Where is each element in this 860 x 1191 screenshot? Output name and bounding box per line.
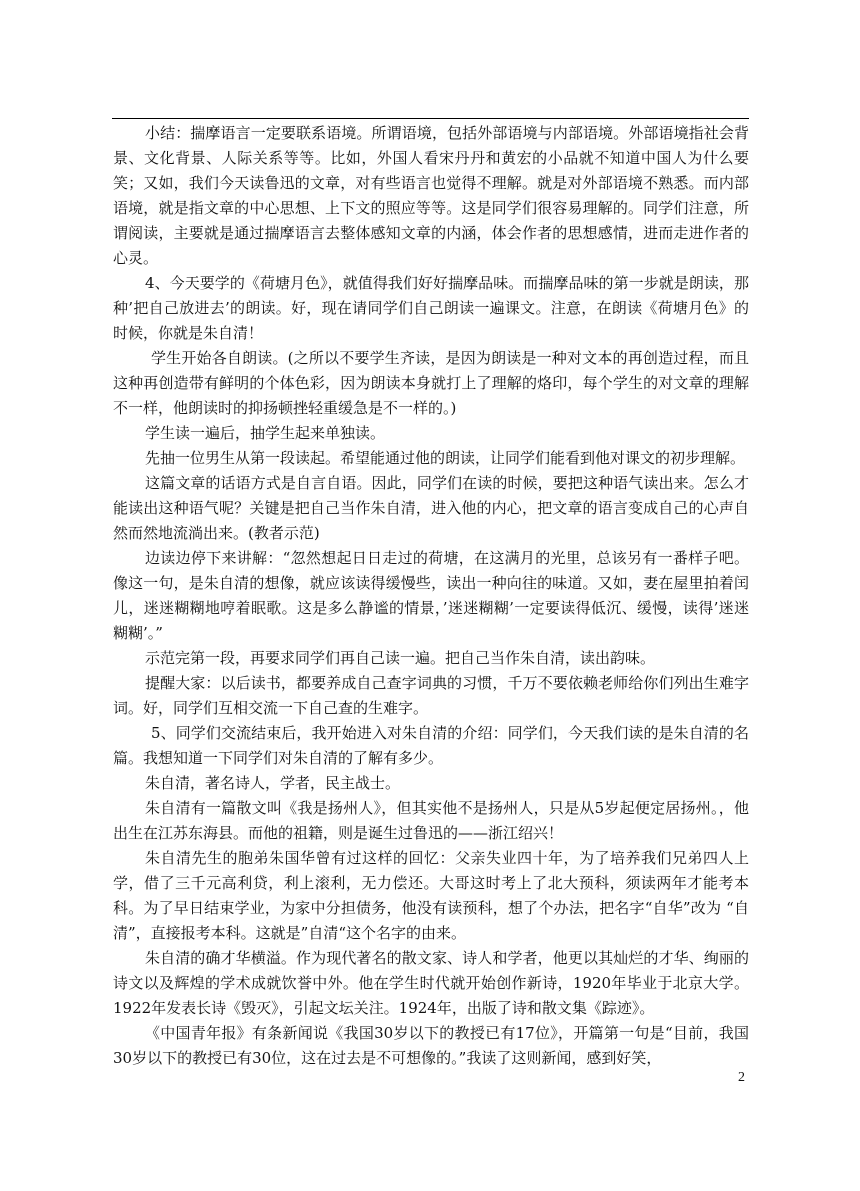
paragraph: 先抽一位男生从第一段读起。希望能通过他的朗读，让同学们能看到他对课文的初步理解。 <box>145 449 746 467</box>
body-text <box>113 121 749 1071</box>
paragraph: 朱自清先生的胞弟朱国华曾有过这样的回忆：父亲失业四十年，为了培养我们兄弟四人上学，借了三千元高利贷，利上滚利，无力偿还。大哥这时考上了北大预科，须读两年才能考本科。为了早日结束学业，为家中分担债务，他没有读预科，想了个办法，把名字“自华”改为 “自清”，直接报考本科。这就是”自清“这个名字的由来。 <box>113 849 749 942</box>
paragraph: 学生读一遍后，抽学生起来单独读。 <box>145 424 386 442</box>
paragraph: 这篇文章的话语方式是自言自语。因此，同学们在读的时候，要把这种语气读出来。怎么才能读出这种语气呢？关键是把自己当作朱自清，进入他的内心，把文章的语言变成自己的心声自然而然地流淌出来。(教者示范) <box>113 474 749 542</box>
paragraph: 《中国青年报》有条新闻说《我国30岁以下的教授已有17位》，开篇第一句是“目前，我国30岁以下的教授已有30位，这在过去是不可想像的。”我读了这则新闻，感到好笑， <box>113 1024 749 1067</box>
page-number: 2 <box>738 1070 745 1085</box>
header-rule <box>112 118 749 119</box>
paragraph-reading-note: 学生开始各自朗读。(之所以不要学生齐读，是因为朗读是一种对文本的再创造过程，而且这种再创造带有鲜明的个体色彩，因为朗读本身就打上了理解的烙印，每个学生的对文章的理解不一样，他朗读时的抑扬顿挫轻重缓急是不一样的。) <box>113 349 749 417</box>
paragraph: 提醒大家：以后读书，都要养成自己查字词典的习惯，千万不要依赖老师给你们列出生难字词。好，同学们互相交流一下自己查的生难字。 <box>113 674 749 717</box>
paragraph: 边读边停下来讲解：“忽然想起日日走过的荷塘，在这满月的光里，总该另有一番样子吧。像这一句，是朱自清的想像，就应该读得缓慢些，读出一种向往的味道。又如，妻在屋里拍着闰儿，迷迷糊糊地哼着眠歌。这是多么静谧的情景，’迷迷糊糊’一定要读得低沉、缓慢，读得’迷迷糊糊’。” <box>113 549 749 642</box>
paragraph: 示范完第一段，再要求同学们再自己读一遍。把自己当作朱自清，读出韵味。 <box>145 649 656 667</box>
paragraph: 朱自清的确才华横溢。作为现代著名的散文家、诗人和学者，他更以其灿烂的才华、绚丽的诗文以及辉煌的学术成就饮誉中外。他在学生时代就开始创作新诗，1920年毕业于北京大学。1922年发表长诗《毁灭》，引起文坛关注。1924年，出版了诗和散文集《踪迹》。 <box>113 949 749 1017</box>
paragraph-step-4: 4、今天要学的《荷塘月色》，就值得我们好好揣摩品味。而揣摩品味的第一步就是朗读，那种’把自己放进去’的朗读。好，现在请同学们自己朗读一遍课文。注意，在朗读《荷塘月色》的时候，你就是朱自清！ <box>113 274 749 342</box>
paragraph: 朱自清有一篇散文叫《我是扬州人》，但其实他不是扬州人，只是从5岁起便定居扬州。，他出生在江苏东海县。而他的祖籍，则是诞生过鲁迅的——浙江绍兴！ <box>113 799 749 842</box>
paragraph: 朱自清，著名诗人，学者，民主战士。 <box>145 774 401 792</box>
paragraph-step-5: 5、同学们交流结束后，我开始进入对朱自清的介绍：同学们，今天我们读的是朱自清的名篇。我想知道一下同学们对朱自清的了解有多少。 <box>113 724 749 767</box>
paragraph-summary: 小结：揣摩语言一定要联系语境。所谓语境，包括外部语境与内部语境。外部语境指社会背景、文化背景、人际关系等等。比如，外国人看宋丹丹和黄宏的小品就不知道中国人为什么要笑；又如，我们今天读鲁迅的文章，对有些语言也觉得不理解。就是对外部语境不熟悉。而内部语境，就是指文章的中心思想、上下文的照应等等。这是同学们很容易理解的。同学们注意，所谓阅读，主要就是通过揣摩语言去整体感知文章的内涵，体会作者的思想感情，进而走进作者的心灵。 <box>113 124 749 267</box>
